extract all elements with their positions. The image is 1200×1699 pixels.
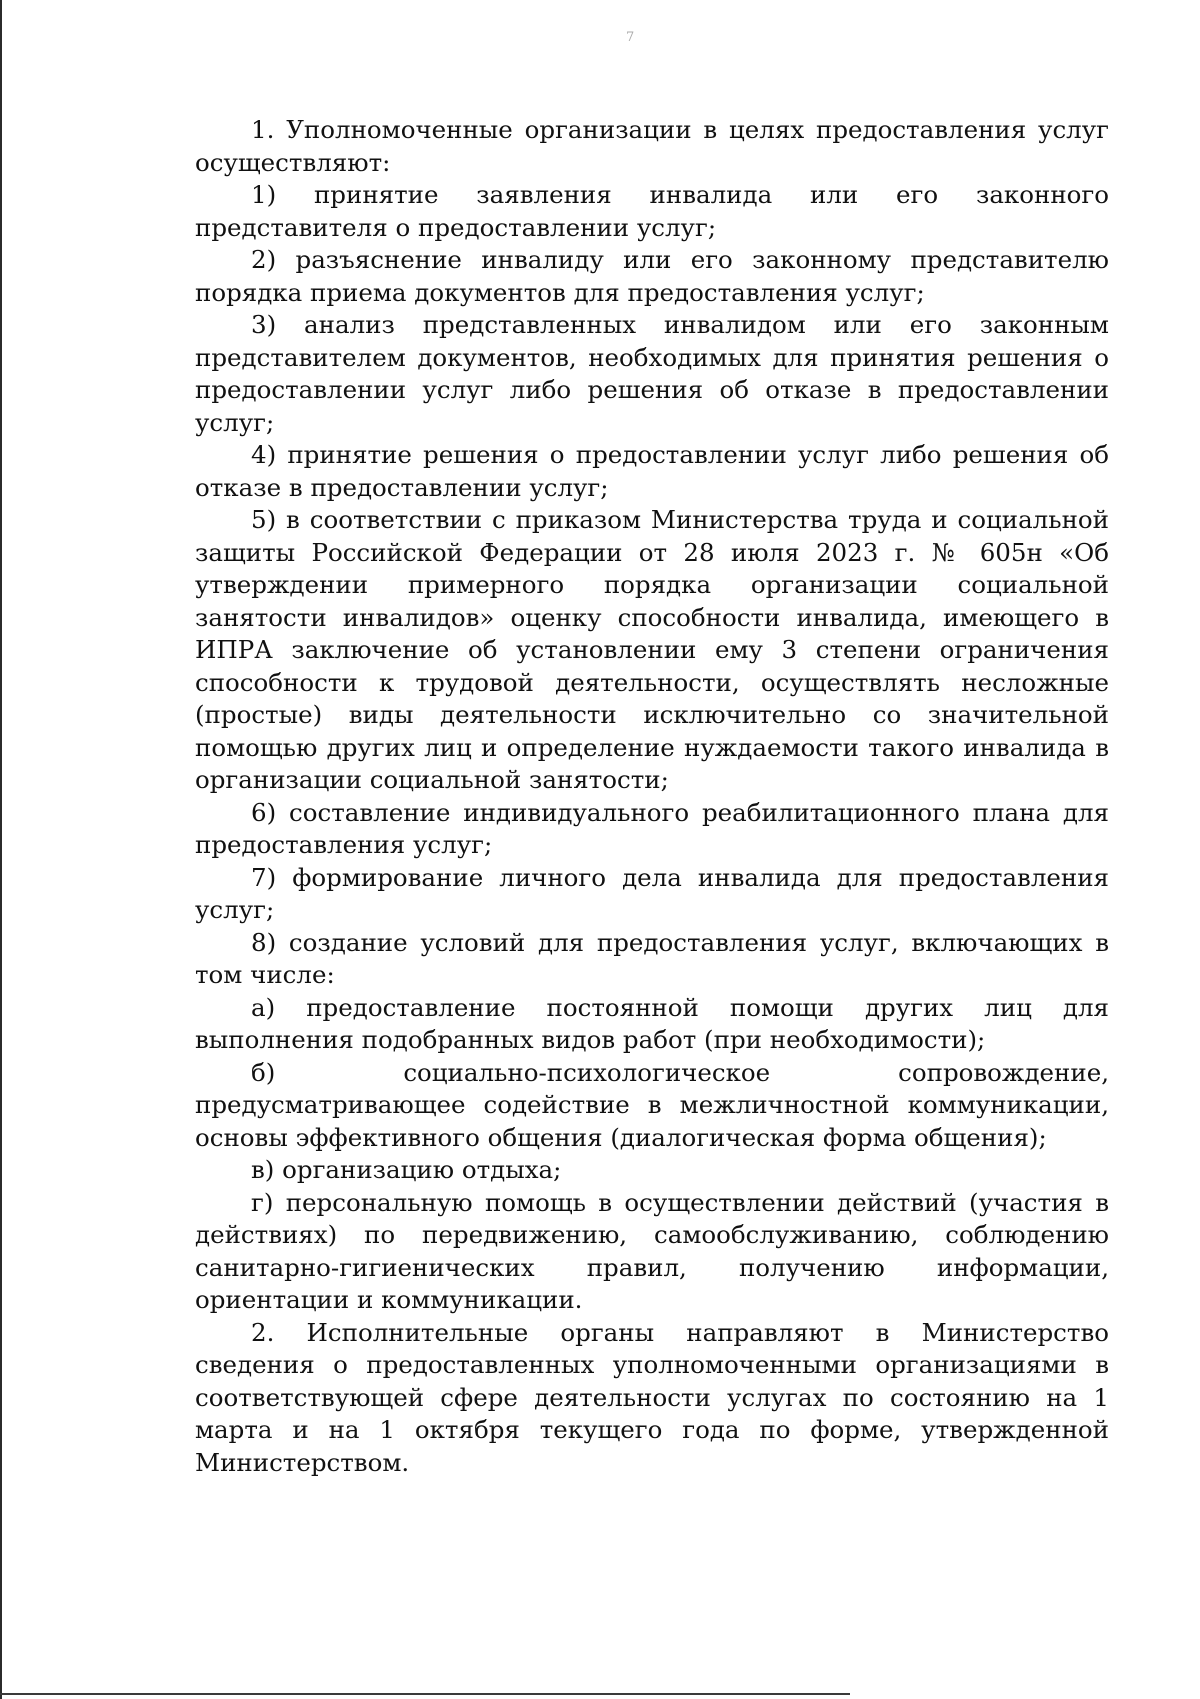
- paragraph-1-item-7: 7) формирование личного дела инвалида для предоставления услуг;: [195, 862, 1109, 924]
- paragraph-1-item-1: 1) принятие заявления инвалида или его законного представителя о предоставлении услуг;: [195, 180, 1109, 242]
- paragraph-1: 1. Уполномоченные организации в целях предоставления услуг осуществляют:: [195, 115, 1109, 177]
- document-body: [195, 114, 1109, 1479]
- subitem-g: г) персональную помощь в осуществлении действий (участия в действиях) по передвижению, самообслуживанию, соблюдению санитарно-гигиенических правил, получению информации, ориентации и коммуникации.: [195, 1187, 1109, 1314]
- paragraph-1-item-6: 6) составление индивидуального реабилитационного плана для предоставления услуг;: [195, 797, 1109, 859]
- subitem-b: б) социально-психологическое сопровождение, предусматривающее содействие в межличностной коммуникации, основы эффективного общения (диалогическая форма общения);: [195, 1057, 1109, 1152]
- subitem-a: а) предоставление постоянной помощи других лиц для выполнения подобранных видов работ (при необходимости);: [195, 992, 1109, 1054]
- subitem-v: в) организацию отдыха;: [251, 1155, 562, 1184]
- paragraph-1-item-8: 8) создание условий для предоставления услуг, включающих в том числе:: [195, 927, 1109, 989]
- paragraph-1-item-3: 3) анализ представленных инвалидом или его законным представителем документов, необходимых для принятия решения о предоставлении услуг либо решения об отказе в предоставлении услуг;: [195, 310, 1109, 437]
- paragraph-1-item-4: 4) принятие решения о предоставлении услуг либо решения об отказе в предоставлении услуг;: [195, 440, 1109, 502]
- paragraph-1-item-2: 2) разъяснение инвалиду или его законному представителю порядка приема документов для предоставления услуг;: [195, 245, 1109, 307]
- paragraph-1-item-5: 5) в соответствии с приказом Министерства труда и социальной защиты Российской Федерации от 28 июля 2023 г. № 605н «Об утверждении примерного порядка организации социальной занятости инвалидов» оценку способности инвалида, имеющего в ИПРА заключение об установлении ему 3 степени ограничения способности к трудовой деятельности, осуществлять несложные (простые) виды деятельности исключительно со значительной помощью других лиц и определение нуждаемости такого инвалида в организации социальной занятости;: [195, 505, 1109, 794]
- page-number: 7: [626, 30, 635, 45]
- scan-left-edge: [0, 0, 2, 1699]
- paragraph-2: 2. Исполнительные органы направляют в Министерство сведения о предоставленных уполномоченными организациями в соответствующей сфере деятельности услугах по состоянию на 1 марта и на 1 октября текущего года по форме, утвержденной Министерством.: [195, 1317, 1109, 1477]
- scan-bottom-edge: [0, 1693, 850, 1695]
